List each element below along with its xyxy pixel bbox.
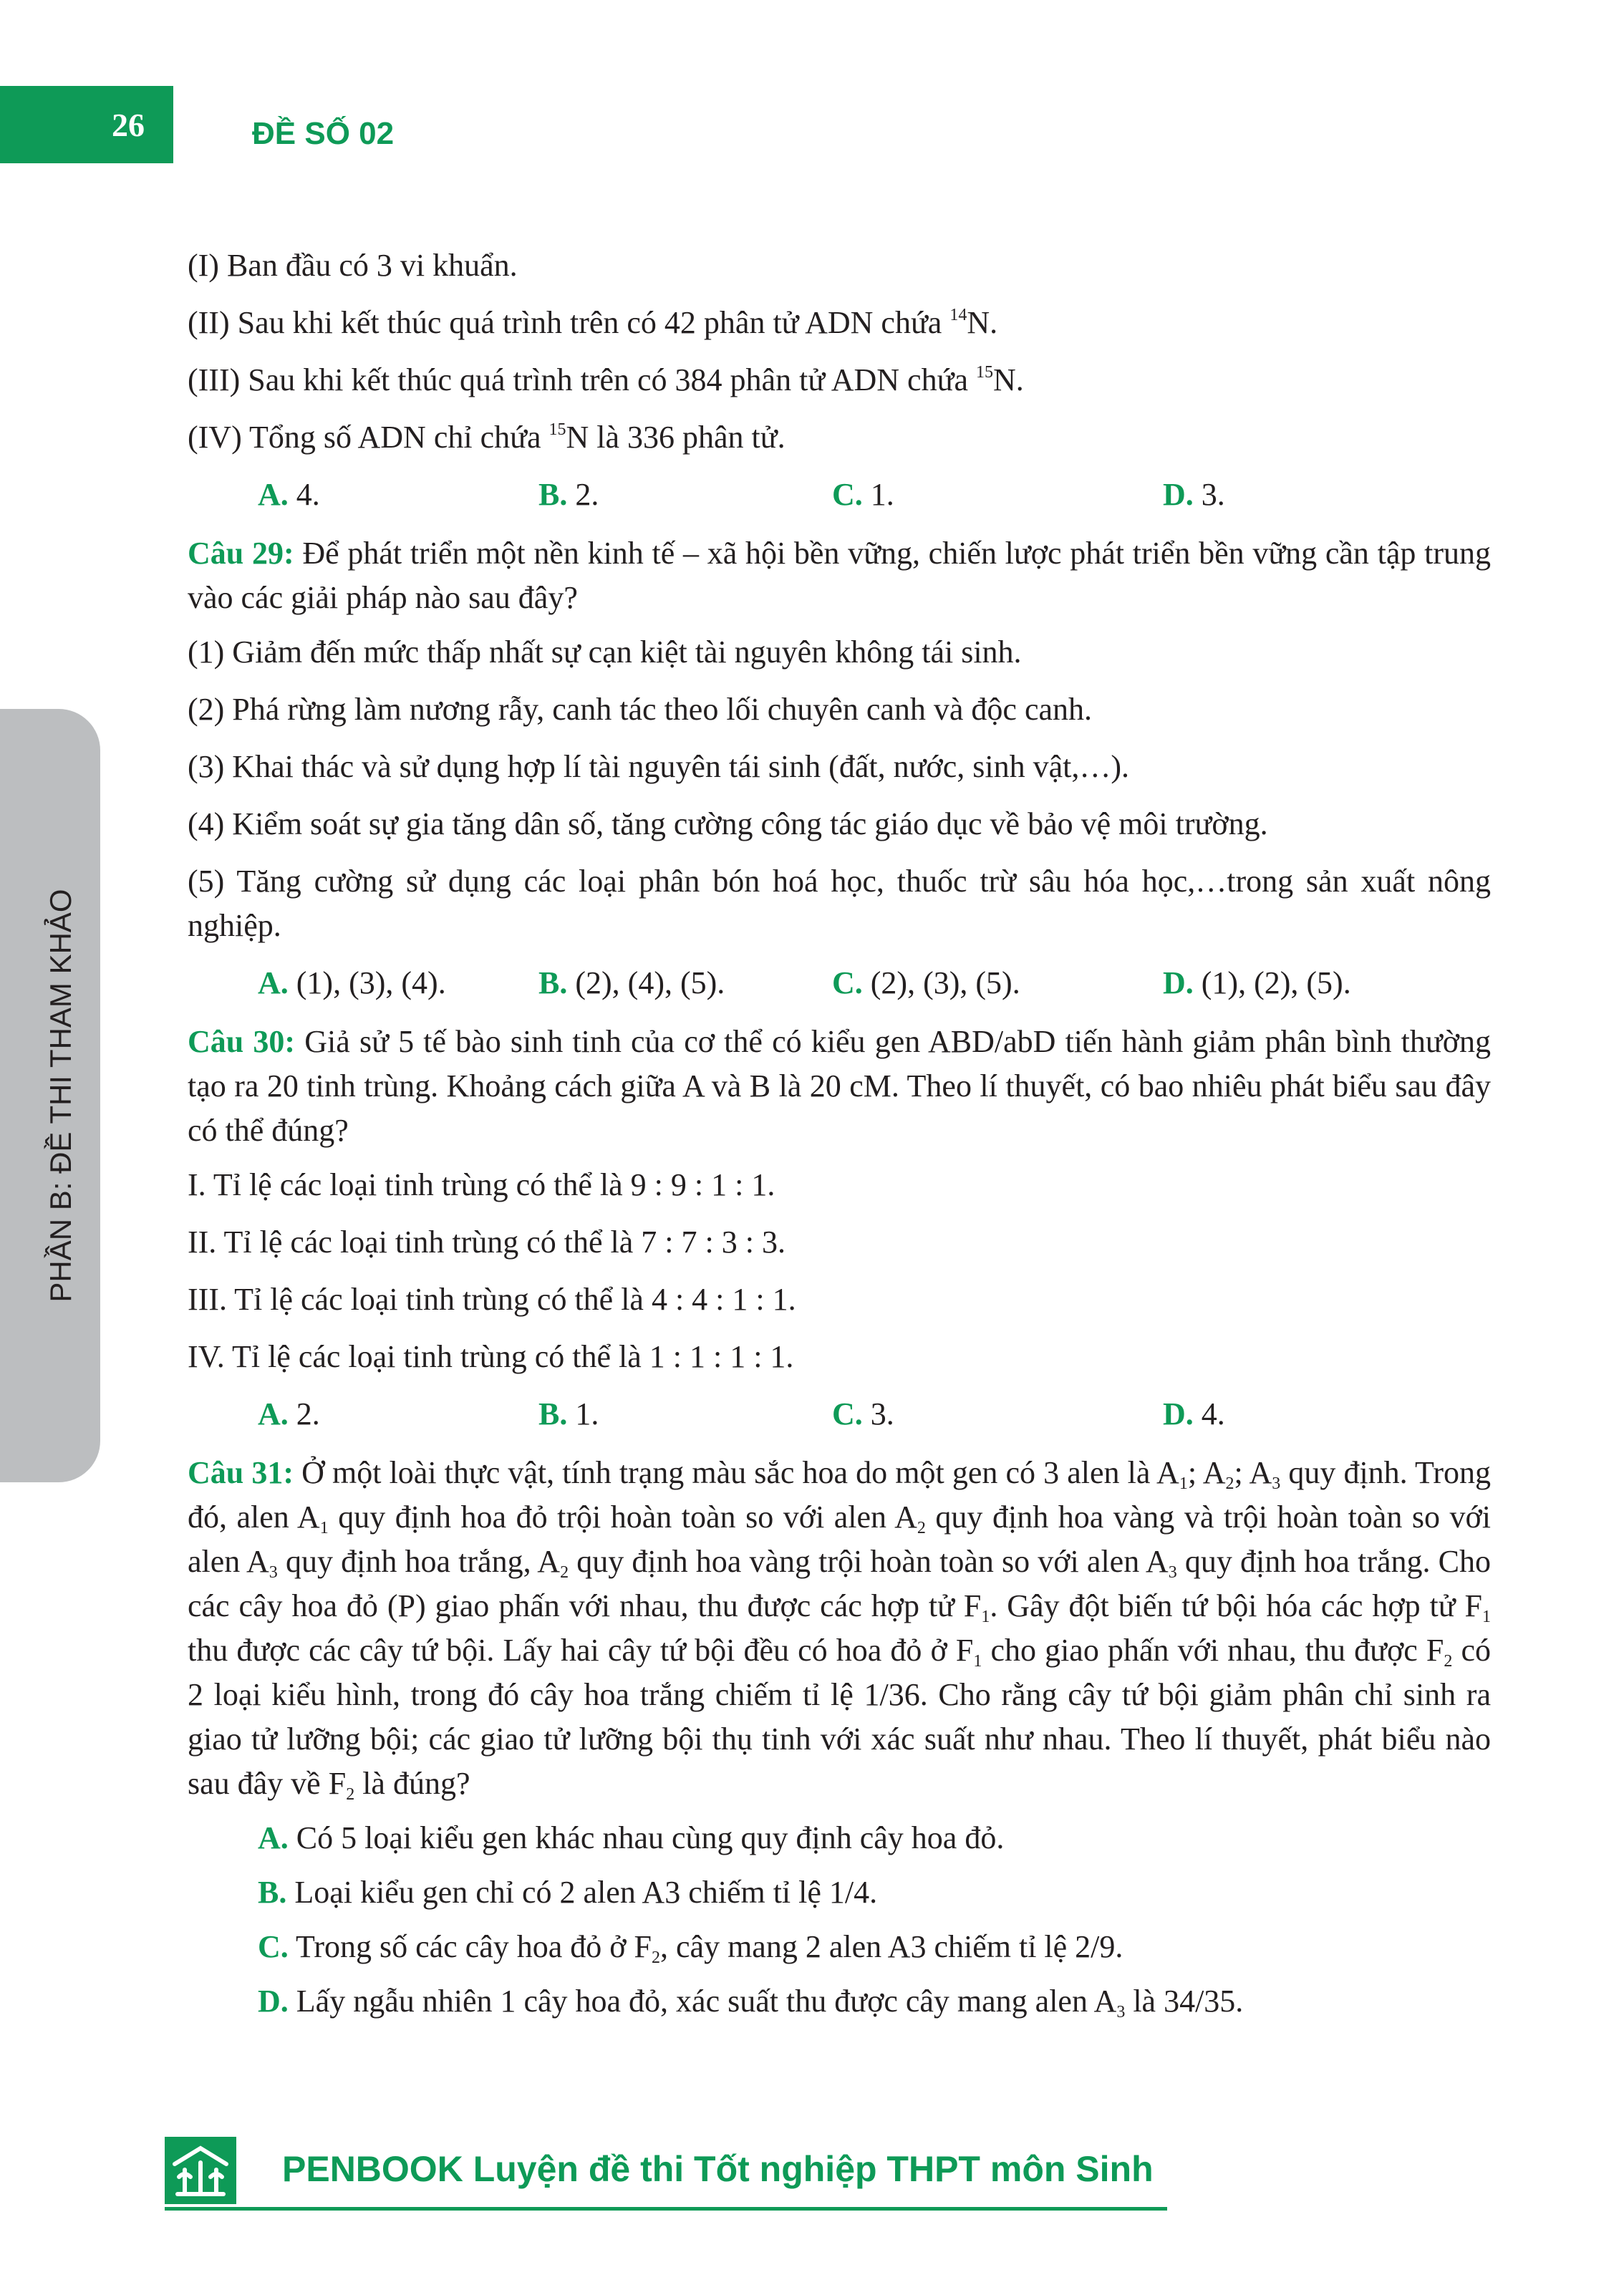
q29-item-3: (3) Khai thác và sử dụng hợp lí tài nguyên tái sinh (đất, nước, sinh vật,…). (188, 749, 1129, 784)
q31-option-b: B. Loại kiểu gen chỉ có 2 alen A3 chiếm tỉ lệ 1/4. (258, 1875, 878, 1910)
page-content (188, 243, 1491, 2034)
q29-item-1: (1) Giảm đến mức thấp nhất sự cạn kiệt tài nguyên không tái sinh. (188, 634, 1022, 670)
exam-title: ĐỀ SỐ 02 (252, 116, 395, 151)
q30-option-a: A. 2. (258, 1396, 320, 1431)
page-number: 26 (0, 86, 173, 163)
q28-options (188, 473, 1491, 517)
q28-statement-4: (IV) Tổng số ADN chỉ chứa $^{15}$N là 336 phân tử. (188, 420, 786, 455)
q30-item-1: I. Tỉ lệ các loại tinh trùng có thể là 9 : 9 : 1 : 1. (188, 1167, 775, 1202)
q28-statement-1: (I) Ban đầu có 3 vi khuẩn. (188, 248, 518, 283)
footer-rule (165, 2207, 1167, 2211)
q30-item-2: II. Tỉ lệ các loại tinh trùng có thể là 7 : 7 : 3 : 3. (188, 1225, 786, 1260)
q28-statement-3: (III) Sau khi kết thúc quá trình trên có 384 phân tử ADN chứa $^{15}$N. (188, 362, 1024, 397)
q29-option-b: B. (2), (4), (5). (538, 965, 725, 1000)
q29-stem: Câu 29: Để phát triển một nền kinh tế – xã hội bền vững, chiến lược phát triển bền vững cần tập trung vào các giải pháp nào sau đây? (188, 536, 1491, 615)
q29-options (188, 961, 1491, 1005)
q28-option-c: C. 1. (832, 477, 894, 512)
q30-stem: Câu 30: Giả sử 5 tế bào sinh tinh của cơ thể có kiểu gen ABD/abD tiến hành giảm phân bình thường tạo ra 20 tinh trùng. Khoảng cách giữa A và B là 20 cM. Theo lí thuyết, có bao nhiêu phát biểu sau đây có thể đúng? (188, 1024, 1491, 1148)
q29-item-2: (2) Phá rừng làm nương rẫy, canh tác theo lối chuyên canh và độc canh. (188, 692, 1093, 727)
footer-title: PENBOOK Luyện đề thi Tốt nghiệp THPT môn Sinh (282, 2149, 1154, 2189)
q30-option-d: D. 4. (1163, 1396, 1225, 1431)
q29-option-a: A. (1), (3), (4). (258, 965, 446, 1000)
q31-option-c: C. Trong số các cây hoa đỏ ở $F_2$, cây mang 2 alen A3 chiếm tỉ lệ 2/9. (258, 1929, 1123, 1967)
q31-stem: Câu 31: Ở một loài thực vật, tính trạng màu sắc hoa do một gen có 3 alen là $A_1$; $A_2$; $A_3$ quy định. Trong đó, alen $A_1$ quy định hoa đỏ trội hoàn toàn so với alen $A_2$ quy định hoa vàng và trội hoàn toàn so với alen $A_3$ quy định hoa trắng, $A_2$ quy định hoa vàng trội hoàn toàn so với alen $A_3$ quy định hoa trắng. Cho các cây hoa đỏ (P) giao phấn với nhau, thu được các hợp tử $F_1$. Gây đột biến tứ bội hóa các hợp tử $F_1$ thu được các cây tứ bội. Lấy hai cây tứ bội đều có hoa đỏ ở $F_1$ cho giao phấn với nhau, thu được $F_2$ có 2 loại kiểu hình, trong đó cây hoa trắng chiếm tỉ lệ 1/36. Cho rằng cây tứ bội giảm phân chỉ sinh ra giao tử lưỡng bội; các giao tử lưỡng bội thụ tinh với xác suất như nhau. Theo lí thuyết, phát biểu nào sau đây về $F_2$ là đúng? (188, 1455, 1492, 1804)
q30-option-b: B. 1. (538, 1396, 599, 1431)
side-tab-label: PHẦN B: ĐỀ THI THAM KHẢO (44, 889, 77, 1303)
q29-item-5: (5) Tăng cường sử dụng các loại phân bón hoá học, thuốc trừ sâu hóa học,…trong sản xuất nông nghiệp. (188, 864, 1491, 943)
q30-option-c: C. 3. (832, 1396, 894, 1431)
q28-statement-2: (II) Sau khi kết thúc quá trình trên có 42 phân tử ADN chứa $^{14}$N. (188, 305, 998, 340)
q30-item-3: III. Tỉ lệ các loại tinh trùng có thể là 4 : 4 : 1 : 1. (188, 1282, 796, 1317)
q30-options (188, 1392, 1491, 1436)
q30-item-4: IV. Tỉ lệ các loại tinh trùng có thể là 1 : 1 : 1 : 1. (188, 1339, 794, 1374)
q28-option-d: D. 3. (1163, 477, 1225, 512)
q28-option-b: B. 2. (538, 477, 599, 512)
q28-option-a: A. 4. (258, 477, 320, 512)
q31-option-d: D. Lấy ngẫu nhiên 1 cây hoa đỏ, xác suất thu được cây mang alen $A_3$ là 34/35. (258, 1984, 1244, 2022)
q29-option-d: D. (1), (2), (5). (1163, 965, 1351, 1000)
penbook-logo-icon (165, 2137, 236, 2204)
q29-option-c: C. (2), (3), (5). (832, 965, 1020, 1000)
q31-option-a: A. Có 5 loại kiểu gen khác nhau cùng quy định cây hoa đỏ. (258, 1820, 1005, 1855)
q29-item-4: (4) Kiểm soát sự gia tăng dân số, tăng cường công tác giáo dục về bảo vệ môi trường. (188, 806, 1268, 841)
